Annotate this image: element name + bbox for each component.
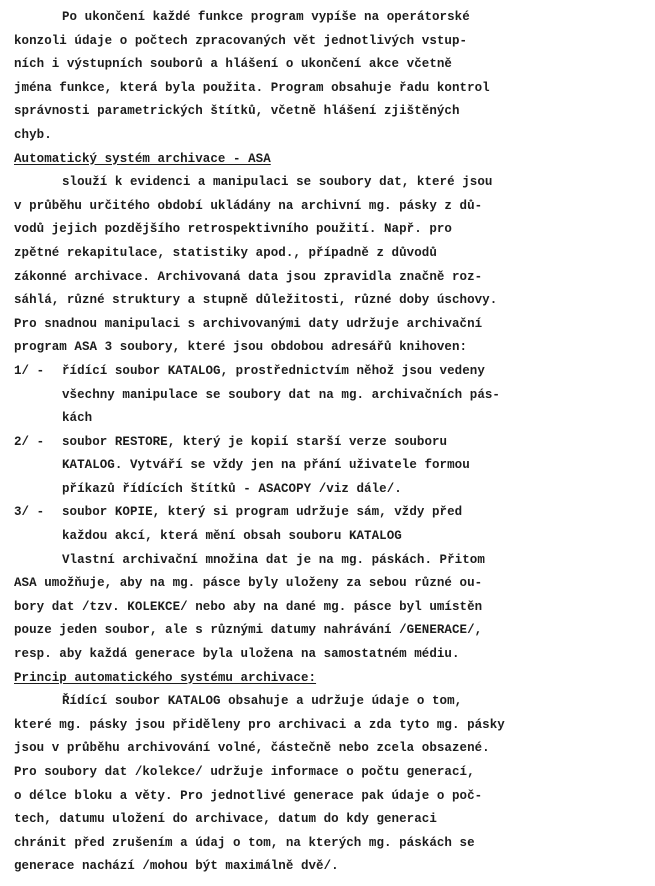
text-line: resp. aby každá generace byla uložena na samostatném médiu. <box>14 647 460 662</box>
list-marker: 3/ - <box>14 505 45 520</box>
text-line: ních i výstupních souborů a hlášení o ukončení akce včetně <box>14 57 452 72</box>
file-list <box>14 360 645 549</box>
text-line: pouze jeden soubor, ale s různými datumy nahrávání /GENERACE/, <box>14 623 483 638</box>
list-item <box>14 501 645 548</box>
text-line: o délce bloku a věty. Pro jednotlivé generace pak údaje o poč- <box>14 788 483 803</box>
text-line: ASA umožňuje, aby na mg. pásce byly uloženy za sebou různé ou- <box>14 576 483 591</box>
text-line: sáhlá, různé struktury a stupně důležitosti, různé doby úschovy. <box>14 293 498 308</box>
text-line: soubor KOPIE, který si program udržuje sám, vždy před <box>62 505 463 520</box>
section-heading-asa: Automatický systém archivace - ASA <box>14 151 271 166</box>
list-marker: 2/ - <box>14 434 45 449</box>
section-heading-principle: Princip automatického systému archivace: <box>14 670 317 685</box>
text-line: všechny manipulace se soubory dat na mg. archivačních pás- <box>62 387 500 402</box>
text-line: bory dat /tzv. KOLEKCE/ nebo aby na dané mg. pásce byl umístěn <box>14 599 483 614</box>
paragraph-sets <box>14 549 645 667</box>
text-line: slouží k evidenci a manipulaci se soubory dat, které jsou <box>62 175 493 190</box>
text-line: které mg. pásky jsou přiděleny pro archivaci a zda tyto mg. pásky <box>14 717 505 732</box>
text-line: soubor RESTORE, který je kopií starší verze souboru <box>62 434 448 449</box>
paragraph-intro <box>14 6 645 148</box>
text-line: příkazů řídících štítků - ASACOPY /viz dále/. <box>62 481 402 496</box>
paragraph-asa <box>14 171 645 360</box>
text-line: vodů jejich pozdějšího retrospektivního použití. Např. pro <box>14 222 452 237</box>
text-line: KATALOG. Vytváří se vždy jen na přání uživatele formou <box>62 458 470 473</box>
list-marker: 1/ - <box>14 363 45 378</box>
text-line: zpětné rekapitulace, statistiky apod., případně z důvodů <box>14 245 437 260</box>
text-line: generace nachází /mohou být maximálně dvě/. <box>14 859 339 874</box>
list-item <box>14 360 645 431</box>
text-line: Pro snadnou manipulaci s archivovanými daty udržuje archivační <box>14 316 483 331</box>
text-line: Pro soubory dat /kolekce/ udržuje informace o počtu generací, <box>14 765 475 779</box>
paragraph-principle <box>14 690 645 879</box>
text-line: Po ukončení každé funkce program vypíše na operátorské <box>62 10 470 24</box>
text-line: v průběhu určitého období ukládány na archivní mg. pásky z dů- <box>14 198 483 213</box>
text-line: řídící soubor KATALOG, prostřednictvím něhož jsou vedeny <box>62 363 485 378</box>
text-line: každou akcí, která mění obsah souboru KATALOG <box>62 529 402 544</box>
text-line: správnosti parametrických štítků, včetně hlášení zjištěných <box>14 104 460 119</box>
text-line: kách <box>62 411 93 426</box>
text-line: jména funkce, která byla použita. Program obsahuje řadu kontrol <box>14 80 490 95</box>
text-line: chyb. <box>14 127 52 142</box>
text-line: konzoli údaje o počtech zpracovaných vět jednotlivých vstup- <box>14 33 468 48</box>
text-line: Řídící soubor KATALOG obsahuje a udržuje údaje o tom, <box>62 694 463 709</box>
text-line: jsou v průběhu archivování volné, částečně nebo zcela obsazené. <box>14 741 490 756</box>
text-line: Vlastní archivační množina dat je na mg. páskách. Přitom <box>62 552 485 567</box>
text-line: tech, datumu uložení do archivace, datum do kdy generaci <box>14 812 437 827</box>
list-item <box>14 431 645 502</box>
text-line: chránit před zrušením a údaj o tom, na kterých mg. páskách se <box>14 835 475 850</box>
text-line: zákonné archivace. Archivovaná data jsou zpravidla značně roz- <box>14 269 483 284</box>
text-line: program ASA 3 soubory, které jsou obdobou adresářů knihoven: <box>14 340 468 355</box>
